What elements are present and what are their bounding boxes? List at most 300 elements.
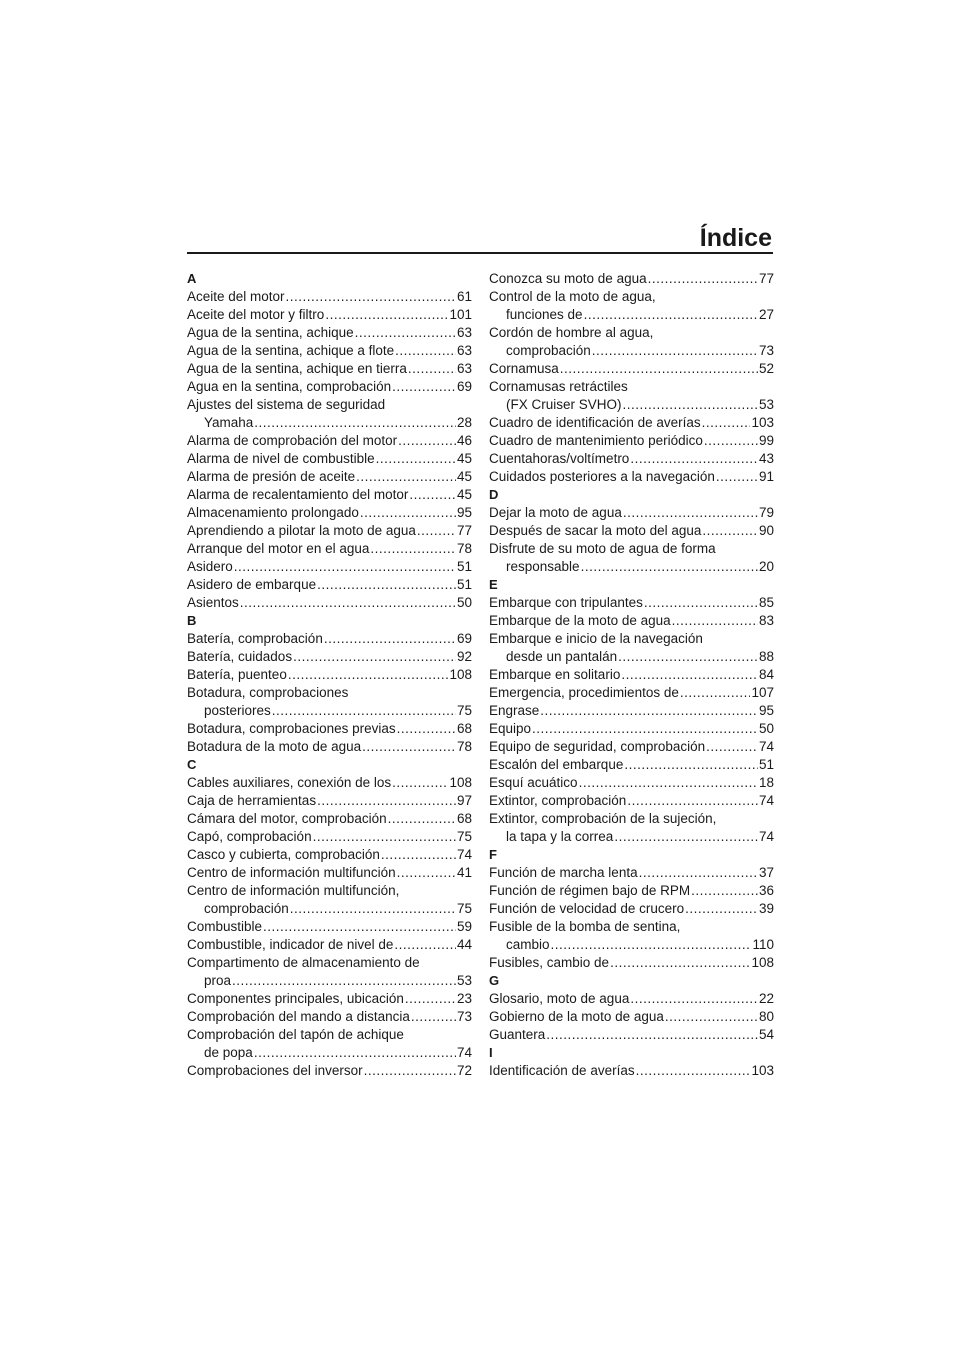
dot-leader xyxy=(665,1008,758,1026)
dot-leader xyxy=(232,972,456,990)
index-entry-page-number: 53 xyxy=(758,397,774,412)
dot-leader xyxy=(364,1062,456,1080)
index-entry[interactable] xyxy=(187,540,472,558)
index-entry-term: de popa xyxy=(204,1045,253,1060)
dot-leader xyxy=(360,504,456,522)
index-entry[interactable] xyxy=(489,738,774,756)
index-entry[interactable] xyxy=(187,324,472,342)
dot-leader xyxy=(716,468,758,486)
index-section-letter: G xyxy=(489,973,500,988)
index-entry-term: Arranque del motor en el agua xyxy=(187,541,370,556)
index-entry-term: Agua de la sentina, achique xyxy=(187,325,354,340)
dot-leader xyxy=(540,702,758,720)
index-entry[interactable] xyxy=(187,792,472,810)
dot-leader xyxy=(398,432,456,450)
index-entry-term: Guantera xyxy=(489,1027,546,1042)
index-entry-page-number: 51 xyxy=(456,559,472,574)
index-entry[interactable] xyxy=(489,684,774,702)
dot-leader xyxy=(685,900,758,918)
index-entry[interactable] xyxy=(489,540,774,576)
dot-leader xyxy=(644,594,758,612)
index-entry-term: Aceite del motor xyxy=(187,289,285,304)
dot-leader xyxy=(381,846,456,864)
index-entry-page-number: 63 xyxy=(456,325,472,340)
dot-leader xyxy=(680,684,751,702)
index-entry-page-number: 68 xyxy=(456,721,472,736)
index-entry-term: Yamaha xyxy=(204,415,254,430)
index-entry-page-number: 51 xyxy=(456,577,472,592)
dot-leader xyxy=(397,720,456,738)
index-entry-term: Componentes principales, ubicación xyxy=(187,991,404,1006)
index-entry-term: Compartimento de almacenamiento de xyxy=(187,955,420,970)
index-entry-page-number: 53 xyxy=(456,973,472,988)
index-entry-term: Botadura, comprobaciones xyxy=(187,685,349,700)
index-entry[interactable] xyxy=(489,378,774,414)
index-entry-term: Función de régimen bajo de RPM xyxy=(489,883,691,898)
dot-leader xyxy=(672,612,758,630)
index-entry-term: posteriores xyxy=(204,703,271,718)
index-entry-term: Combustible, indicador de nivel de xyxy=(187,937,394,952)
index-entry-page-number: 80 xyxy=(758,1009,774,1024)
index-entry-page-number: 59 xyxy=(456,919,472,934)
index-entry[interactable] xyxy=(489,918,774,954)
index-entry-term: Capó, comprobación xyxy=(187,829,312,844)
dot-leader xyxy=(290,900,456,918)
dot-leader xyxy=(409,486,456,504)
index-entry-term: Cuentahoras/voltímetro xyxy=(489,451,630,466)
index-section-letter: C xyxy=(187,757,197,772)
index-entry-term: Centro de información multifunción, xyxy=(187,883,400,898)
index-entry-term: Después de sacar la moto del agua xyxy=(489,523,702,538)
index-entry[interactable] xyxy=(187,576,472,594)
index-entry-term: Batería, comprobación xyxy=(187,631,323,646)
dot-leader xyxy=(417,522,456,540)
index-entry-page-number: 85 xyxy=(758,595,774,610)
dot-leader xyxy=(254,414,456,432)
index-entry-page-number: 75 xyxy=(456,703,472,718)
dot-leader xyxy=(405,990,456,1008)
index-entry[interactable] xyxy=(489,1026,774,1044)
index-entry-page-number: 108 xyxy=(449,667,472,682)
index-entry[interactable] xyxy=(187,342,472,360)
index-entry-term: Emergencia, procedimientos de xyxy=(489,685,679,700)
dot-leader xyxy=(624,756,758,774)
index-entry-page-number: 44 xyxy=(456,937,472,952)
index-entry-term: Cordón de hombre al agua, xyxy=(489,325,654,340)
index-entry[interactable] xyxy=(187,882,472,918)
index-entry-page-number: 43 xyxy=(758,451,774,466)
index-entry[interactable] xyxy=(187,666,472,684)
index-entry-term: Comprobación del mando a distancia xyxy=(187,1009,410,1024)
index-entry-term: Función de velocidad de crucero xyxy=(489,901,685,916)
index-entry-page-number: 37 xyxy=(758,865,774,880)
index-entry-term: Cuadro de identificación de averías xyxy=(489,415,701,430)
index-entry-term: Agua en la sentina, comprobación xyxy=(187,379,392,394)
index-entry-term: Batería, puenteo xyxy=(187,667,287,682)
index-entry-term: Esquí acuático xyxy=(489,775,578,790)
index-entry[interactable] xyxy=(489,756,774,774)
index-entry[interactable] xyxy=(187,360,472,378)
dot-leader xyxy=(394,936,456,954)
index-entry[interactable] xyxy=(187,684,472,720)
index-entry[interactable] xyxy=(187,522,472,540)
index-entry-page-number: 50 xyxy=(456,595,472,610)
index-entry-page-number: 23 xyxy=(456,991,472,1006)
dot-leader xyxy=(630,450,758,468)
index-entry-page-number: 74 xyxy=(758,829,774,844)
index-entry-page-number: 61 xyxy=(456,289,472,304)
index-entry-term: Fusibles, cambio de xyxy=(489,955,610,970)
index-entry[interactable] xyxy=(187,378,472,396)
dot-leader xyxy=(702,414,751,432)
index-entry-term: Embarque en solitario xyxy=(489,667,621,682)
dot-leader xyxy=(324,630,456,648)
index-section-letter: I xyxy=(489,1045,493,1060)
index-entry[interactable] xyxy=(489,612,774,630)
index-entry-term: comprobación xyxy=(506,343,591,358)
dot-leader xyxy=(704,432,758,450)
index-entry-term: Conozca su moto de agua xyxy=(489,271,647,286)
index-entry-term: Cuidados posteriores a la navegación xyxy=(489,469,715,484)
index-entry-page-number: 95 xyxy=(456,505,472,520)
index-entry-page-number: 63 xyxy=(456,361,472,376)
index-entry-term: Ajustes del sistema de seguridad xyxy=(187,397,386,412)
index-entry[interactable] xyxy=(187,720,472,738)
index-entry-term: Escalón del embarque xyxy=(489,757,624,772)
dot-leader xyxy=(392,774,448,792)
index-entry-term: Glosario, moto de agua xyxy=(489,991,630,1006)
dot-leader xyxy=(614,828,758,846)
index-entry-page-number: 95 xyxy=(758,703,774,718)
index-entry[interactable] xyxy=(187,954,472,990)
index-entry-term: cambio xyxy=(506,937,550,952)
index-entry[interactable] xyxy=(489,900,774,918)
index-entry-page-number: 91 xyxy=(758,469,774,484)
index-entry-page-number: 73 xyxy=(758,343,774,358)
dot-leader xyxy=(288,666,449,684)
index-entry[interactable] xyxy=(489,702,774,720)
index-entry[interactable] xyxy=(187,558,472,576)
dot-leader xyxy=(317,792,456,810)
index-entry-term: responsable xyxy=(506,559,580,574)
index-entry-term: Equipo xyxy=(489,721,532,736)
index-entry-page-number: 78 xyxy=(456,739,472,754)
dot-leader xyxy=(560,360,758,378)
index-entry-term: Disfrute de su moto de agua de forma xyxy=(489,541,716,556)
index-entry-term: Gobierno de la moto de agua xyxy=(489,1009,664,1024)
index-entry-term: desde un pantalán xyxy=(506,649,618,664)
index-entry-page-number: 28 xyxy=(456,415,472,430)
title-divider xyxy=(187,252,773,254)
dot-leader xyxy=(313,828,456,846)
index-entry-page-number: 99 xyxy=(758,433,774,448)
dot-leader xyxy=(702,522,758,540)
index-entry[interactable] xyxy=(489,630,774,666)
index-entry-term: Cámara del motor, comprobación xyxy=(187,811,387,826)
index-entry[interactable] xyxy=(489,1008,774,1026)
index-entry-term: Embarque con tripulantes xyxy=(489,595,643,610)
index-entry-term: Almacenamiento prolongado xyxy=(187,505,359,520)
index-entry[interactable] xyxy=(187,396,472,432)
index-entry[interactable] xyxy=(489,882,774,900)
index-entry-page-number: 103 xyxy=(751,1063,774,1078)
index-entry-page-number: 90 xyxy=(758,523,774,538)
index-entry-page-number: 45 xyxy=(456,487,472,502)
dot-leader xyxy=(254,1044,456,1062)
index-entry-term: Alarma de presión de aceite xyxy=(187,469,356,484)
index-entry-page-number: 50 xyxy=(758,721,774,736)
index-section-letter: A xyxy=(187,271,197,286)
index-entry[interactable] xyxy=(187,810,472,828)
index-entry[interactable] xyxy=(489,450,774,468)
dot-leader xyxy=(376,450,456,468)
index-entry-page-number: 68 xyxy=(456,811,472,826)
index-entry[interactable] xyxy=(489,810,774,846)
index-entry[interactable] xyxy=(187,774,472,792)
index-section-letter: E xyxy=(489,577,498,592)
index-entry-page-number: 75 xyxy=(456,829,472,844)
index-entry-page-number: 74 xyxy=(758,739,774,754)
dot-leader xyxy=(272,702,456,720)
index-entry-page-number: 74 xyxy=(456,847,472,862)
dot-leader xyxy=(408,360,456,378)
index-entry[interactable] xyxy=(187,918,472,936)
index-entry[interactable] xyxy=(489,792,774,810)
index-entry[interactable] xyxy=(187,828,472,846)
index-entry-page-number: 103 xyxy=(751,415,774,430)
index-entry-page-number: 77 xyxy=(456,523,472,538)
dot-leader xyxy=(627,792,758,810)
index-entry-term: Caja de herramientas xyxy=(187,793,317,808)
dot-leader xyxy=(388,810,456,828)
dot-leader xyxy=(362,738,456,756)
index-entry-page-number: 45 xyxy=(456,451,472,466)
index-entry-page-number: 74 xyxy=(456,1045,472,1060)
index-entry[interactable] xyxy=(187,306,472,324)
index-entry-page-number: 20 xyxy=(758,559,774,574)
index-entry-term: Comprobación del tapón de achique xyxy=(187,1027,404,1042)
index-entry-term: Asidero xyxy=(187,559,233,574)
index-entry[interactable] xyxy=(489,360,774,378)
index-entry-term: Embarque de la moto de agua xyxy=(489,613,671,628)
index-entry-page-number: 97 xyxy=(456,793,472,808)
dot-leader xyxy=(395,342,456,360)
index-entry[interactable] xyxy=(489,468,774,486)
index-entry-term: Extintor, comprobación xyxy=(489,793,627,808)
dot-leader xyxy=(286,288,456,306)
index-entry-page-number: 45 xyxy=(456,469,472,484)
index-entry-page-number: 39 xyxy=(758,901,774,916)
index-entry-term: Comprobaciones del inversor xyxy=(187,1063,363,1078)
index-entry-term: Fusible de la bomba de sentina, xyxy=(489,919,681,934)
index-entry[interactable] xyxy=(489,666,774,684)
page-title: Índice xyxy=(699,224,772,252)
index-entry[interactable] xyxy=(187,486,472,504)
index-entry-term: Agua de la sentina, achique en tierra xyxy=(187,361,407,376)
dot-leader xyxy=(706,738,758,756)
index-entry-term: proa xyxy=(204,973,232,988)
index-entry-page-number: 77 xyxy=(758,271,774,286)
index-entry-page-number: 63 xyxy=(456,343,472,358)
index-entry-term: Cornamusa xyxy=(489,361,559,376)
index-entry[interactable] xyxy=(489,1062,774,1080)
index-entry-page-number: 54 xyxy=(758,1027,774,1042)
dot-leader xyxy=(551,936,752,954)
index-entry[interactable] xyxy=(489,594,774,612)
dot-leader xyxy=(325,306,448,324)
index-entry-page-number: 36 xyxy=(758,883,774,898)
dot-leader xyxy=(532,720,758,738)
index-entry-term: Casco y cubierta, comprobación xyxy=(187,847,380,862)
index-entry-term: Identificación de averías xyxy=(489,1063,635,1078)
index-entry-term: Botadura, comprobaciones previas xyxy=(187,721,396,736)
dot-leader xyxy=(397,864,456,882)
index-section-letter: B xyxy=(187,613,197,628)
index-entry[interactable] xyxy=(489,270,774,288)
index-entry-term: Alarma de comprobación del motor xyxy=(187,433,398,448)
index-entry-page-number: 110 xyxy=(752,937,774,952)
index-entry-page-number: 101 xyxy=(449,307,472,322)
index-entry[interactable] xyxy=(187,1062,472,1080)
dot-leader xyxy=(392,378,456,396)
dot-leader xyxy=(356,468,456,486)
index-entry-page-number: 69 xyxy=(456,379,472,394)
index-entry[interactable] xyxy=(187,630,472,648)
index-entry[interactable] xyxy=(187,648,472,666)
dot-leader xyxy=(411,1008,456,1026)
index-entry-page-number: 52 xyxy=(758,361,774,376)
index-entry-page-number: 78 xyxy=(456,541,472,556)
index-entry-term: Alarma de recalentamiento del motor xyxy=(187,487,409,502)
index-entry-term: Asidero de embarque xyxy=(187,577,317,592)
index-entry-term: Función de marcha lenta xyxy=(489,865,638,880)
index-entry-term: Aprendiendo a pilotar la moto de agua xyxy=(187,523,416,538)
index-entry-term: Cables auxiliares, conexión de los xyxy=(187,775,392,790)
index-entry-page-number: 22 xyxy=(758,991,774,1006)
index-entry[interactable] xyxy=(187,990,472,1008)
index-entry[interactable] xyxy=(489,954,774,972)
index-entry[interactable] xyxy=(489,990,774,1008)
index-entry[interactable] xyxy=(187,504,472,522)
index-entry-page-number: 73 xyxy=(456,1009,472,1024)
index-entry-page-number: 18 xyxy=(758,775,774,790)
index-entry[interactable] xyxy=(187,1008,472,1026)
index-column-left xyxy=(187,270,472,1080)
index-entry[interactable] xyxy=(187,432,472,450)
index-entry[interactable] xyxy=(489,288,774,324)
index-entry-page-number: 83 xyxy=(758,613,774,628)
index-entry-term: Agua de la sentina, achique a flote xyxy=(187,343,395,358)
index-entry[interactable] xyxy=(489,504,774,522)
index-entry-page-number: 79 xyxy=(758,505,774,520)
dot-leader xyxy=(546,1026,758,1044)
dot-leader xyxy=(648,270,758,288)
index-entry-page-number: 51 xyxy=(758,757,774,772)
index-entry[interactable] xyxy=(187,936,472,954)
dot-leader xyxy=(317,576,456,594)
index-entry-term: Cuadro de mantenimiento periódico xyxy=(489,433,703,448)
dot-leader xyxy=(691,882,758,900)
index-entry[interactable] xyxy=(489,432,774,450)
dot-leader xyxy=(636,1062,751,1080)
dot-leader xyxy=(592,342,758,360)
index-entry[interactable] xyxy=(187,594,472,612)
index-entry-term: la tapa y la correa xyxy=(506,829,614,844)
index-entry[interactable] xyxy=(187,468,472,486)
index-entry[interactable] xyxy=(489,720,774,738)
index-entry[interactable] xyxy=(187,450,472,468)
dot-leader xyxy=(623,396,758,414)
index-entry-page-number: 74 xyxy=(758,793,774,808)
index-entry-page-number: 108 xyxy=(751,955,774,970)
index-section-letter: D xyxy=(489,487,499,502)
index-section-letter: F xyxy=(489,847,497,862)
index-entry-term: Extintor, comprobación de la sujeción, xyxy=(489,811,717,826)
dot-leader xyxy=(293,648,456,666)
index-entry-page-number: 46 xyxy=(456,433,472,448)
index-entry[interactable] xyxy=(489,522,774,540)
index-entry-page-number: 92 xyxy=(456,649,472,664)
index-entry-page-number: 69 xyxy=(456,631,472,646)
index-entry-term: Combustible xyxy=(187,919,263,934)
dot-leader xyxy=(639,864,758,882)
index-entry-term: Embarque e inicio de la navegación xyxy=(489,631,703,646)
dot-leader xyxy=(234,558,456,576)
index-column-right xyxy=(489,270,774,1080)
index-entry[interactable] xyxy=(187,288,472,306)
index-entry-page-number: 108 xyxy=(449,775,472,790)
index-entry-term: funciones de xyxy=(506,307,583,322)
index-entry-term: Asientos xyxy=(187,595,239,610)
index-entry-term: Equipo de seguridad, comprobación xyxy=(489,739,706,754)
dot-leader xyxy=(240,594,456,612)
index-entry-term: Alarma de nivel de combustible xyxy=(187,451,375,466)
index-entry-term: comprobación xyxy=(204,901,289,916)
index-entry[interactable] xyxy=(489,864,774,882)
index-entry-page-number: 107 xyxy=(751,685,774,700)
dot-leader xyxy=(584,306,758,324)
index-entry-page-number: 88 xyxy=(758,649,774,664)
dot-leader xyxy=(355,324,456,342)
index-entry-term: Engrase xyxy=(489,703,540,718)
index-entry-page-number: 75 xyxy=(456,901,472,916)
index-entry[interactable] xyxy=(187,846,472,864)
index-entry-term: Centro de información multifunción xyxy=(187,865,396,880)
index-entry-page-number: 84 xyxy=(758,667,774,682)
index-entry-term: Batería, cuidados xyxy=(187,649,293,664)
index-entry-term: Cornamusas retráctiles xyxy=(489,379,628,394)
index-entry-page-number: 27 xyxy=(758,307,774,322)
index-entry-term: Aceite del motor y filtro xyxy=(187,307,325,322)
dot-leader xyxy=(630,990,758,1008)
index-entry[interactable] xyxy=(187,1026,472,1062)
dot-leader xyxy=(623,504,758,522)
dot-leader xyxy=(610,954,750,972)
index-entry[interactable] xyxy=(489,324,774,360)
index-entry[interactable] xyxy=(187,864,472,882)
index-entry[interactable] xyxy=(489,414,774,432)
index-entry[interactable] xyxy=(489,774,774,792)
index-entry-page-number: 72 xyxy=(456,1063,472,1078)
index-entry-term: (FX Cruiser SVHO) xyxy=(506,397,622,412)
index-entry[interactable] xyxy=(187,738,472,756)
dot-leader xyxy=(618,648,758,666)
index-entry-term: Botadura de la moto de agua xyxy=(187,739,362,754)
index-entry-page-number: 41 xyxy=(456,865,472,880)
dot-leader xyxy=(370,540,456,558)
index-entry-term: Control de la moto de agua, xyxy=(489,289,656,304)
dot-leader xyxy=(581,558,758,576)
